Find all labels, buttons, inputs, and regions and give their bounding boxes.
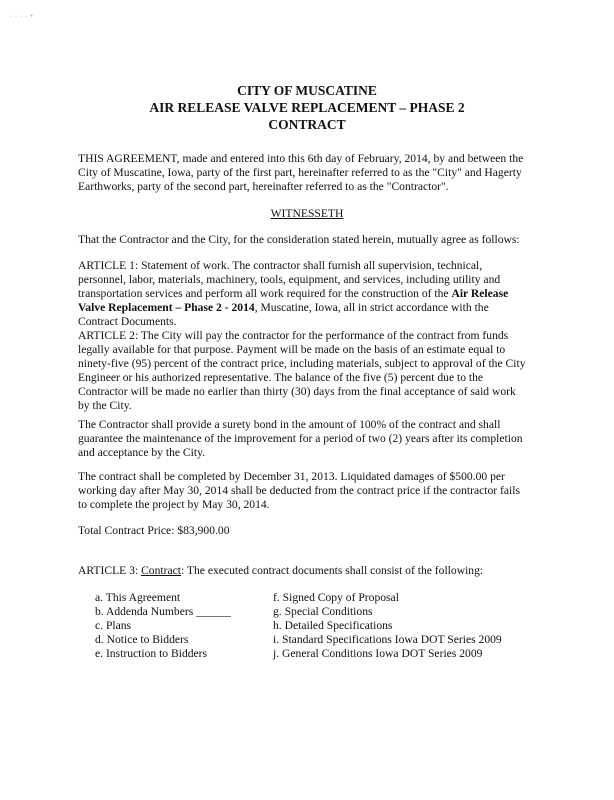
heading-text: WITNESSETH xyxy=(270,207,344,220)
text-line: transportation services and perform all work required for the construction of the xyxy=(78,287,452,300)
title-line: AIR RELEASE VALVE REPLACEMENT – PHASE 2 xyxy=(149,100,465,115)
list-item: j. General Conditions Iowa DOT Series 2009 xyxy=(273,647,483,660)
text-line: THIS AGREEMENT, made and entered into this 6th day of February, 2014, by and between the xyxy=(78,152,524,165)
text: : The executed contract documents shall consist of the following: xyxy=(181,564,484,577)
text: ARTICLE 3: xyxy=(78,564,142,577)
text-line: ARTICLE 1: Statement of work. The contractor shall furnish all supervision, technical, xyxy=(78,259,483,272)
text-line: The contract shall be completed by December 31, 2013. Liquidated damages of $500.00 per xyxy=(78,470,505,483)
article-3 xyxy=(78,564,578,578)
text-line: working day after May 30, 2014 shall be deducted from the contract price if the contractor fails xyxy=(78,484,521,497)
list-item: g. Special Conditions xyxy=(273,605,373,618)
project-name: Air Release xyxy=(451,287,509,300)
text-line: ARTICLE 2: The City will pay the contractor for the performance of the contract from funds xyxy=(78,329,509,342)
documents-list-right xyxy=(273,591,573,661)
underlined-term: Contract xyxy=(141,564,181,577)
intro-paragraph xyxy=(78,152,578,194)
list-item: b. Addenda Numbers ______ xyxy=(95,605,231,618)
list-item: d. Notice to Bidders xyxy=(95,633,189,646)
text-line: The Contractor shall provide a surety bond in the amount of 100% of the contract and shall xyxy=(78,418,501,431)
scan-mark: · · · · + xyxy=(10,14,34,20)
text-line: and acceptance by the City. xyxy=(78,446,206,459)
text-line: ninety-five (95) percent of the contract price, including materials, subject to approval of the City xyxy=(78,357,526,370)
list-item: f. Signed Copy of Proposal xyxy=(273,591,399,604)
text-line: legally available for that purpose. Payment will be made on the basis of an estimate equal to xyxy=(78,343,506,356)
text-line: Contract Documents. xyxy=(78,315,177,328)
text-line: to complete the project by May 30, 2014. xyxy=(78,498,270,511)
completion-paragraph xyxy=(78,470,578,512)
text-line: guarantee the maintenance of the improvement for a period of two (2) years after its completion xyxy=(78,432,523,445)
text-line: Engineer or his authorized representative. The balance of the five (5) percent due to the xyxy=(78,371,484,384)
witnesseth-heading xyxy=(0,207,614,221)
title-line: CONTRACT xyxy=(268,117,346,132)
list-item: h. Detailed Specifications xyxy=(273,619,393,632)
text-line: , Muscatine, Iowa, all in strict accordance with the xyxy=(254,301,489,314)
text-line: by the City. xyxy=(78,399,132,412)
project-name: Valve Replacement – Phase 2 - 2014 xyxy=(78,301,255,314)
article-2 xyxy=(78,329,578,413)
text-line: Earthworks, party of the second part, hereinafter referred to as the "Contractor". xyxy=(78,180,449,193)
list-item: a. This Agreement xyxy=(95,591,181,604)
text-line: personnel, labor, materials, machinery, tools, equipment, and services, including utility and xyxy=(78,273,501,286)
title-line: CITY OF MUSCATINE xyxy=(237,83,377,98)
total-contract-price: Total Contract Price: $83,900.00 xyxy=(78,524,230,537)
list-item: c. Plans xyxy=(95,619,132,632)
surety-paragraph xyxy=(78,418,578,460)
text-line: City of Muscatine, Iowa, party of the first part, hereinafter referred to as the "City" and Hagerty xyxy=(78,166,522,179)
article-1 xyxy=(78,259,578,329)
list-item: i. Standard Specifications Iowa DOT Series 2009 xyxy=(273,633,502,646)
document-title xyxy=(0,82,614,133)
agreement-line: That the Contractor and the City, for the consideration stated herein, mutually agree as follows: xyxy=(78,233,520,246)
list-item: e. Instruction to Bidders xyxy=(95,647,208,660)
text-line: Contractor will be made no earlier than thirty (30) days from the final acceptance of said work xyxy=(78,385,516,398)
